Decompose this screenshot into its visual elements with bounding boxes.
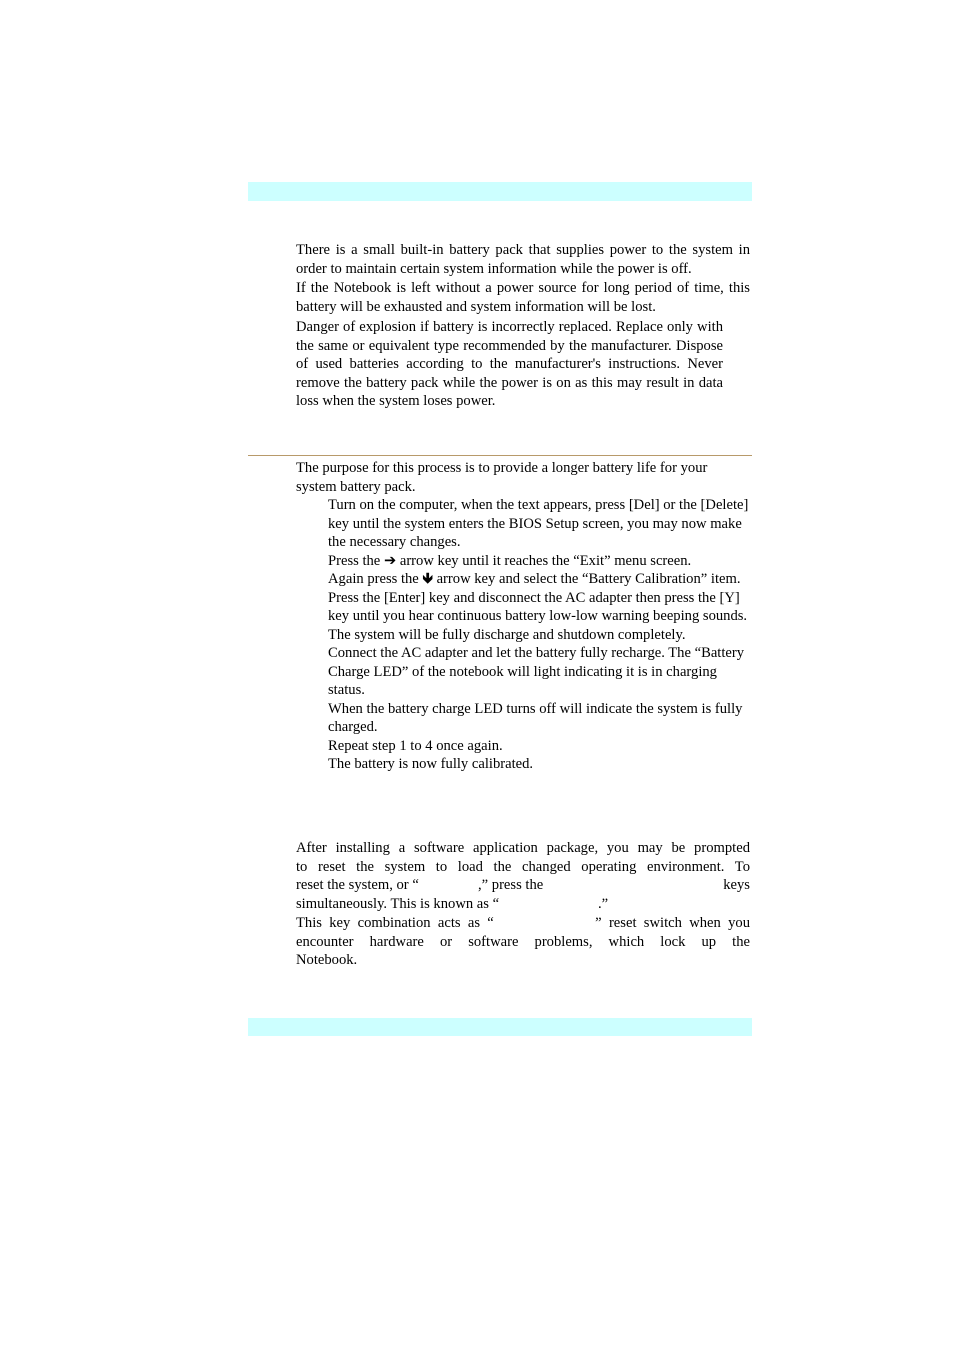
reset-paragraph-2 — [296, 914, 750, 970]
right-arrow-icon: ➔ — [383, 551, 397, 569]
reset-paragraph-1 — [296, 839, 750, 913]
section-divider — [248, 455, 752, 456]
reset-p2-line-1-start: This key combination acts as “ — [296, 915, 494, 931]
battery-paragraph-2: If the Notebook is left without a power source for long period of time, this battery will be exhausted and system information will be lost. — [296, 280, 750, 315]
reset-p1-line-4-start: simultaneously. This is known as “ — [296, 895, 500, 912]
reset-section — [296, 839, 750, 970]
calibration-step-2 — [328, 552, 752, 571]
calibration-steps — [328, 496, 752, 774]
step-2-text-after: arrow key until it reaches the “Exit” menu screen. — [396, 552, 692, 569]
reset-p1-line-1: After installing a software application package, you may be prompted — [296, 840, 750, 856]
reset-p1-line-3 — [296, 876, 750, 895]
calibration-step-8: The battery is now fully calibrated. — [328, 756, 534, 772]
step-3-text-after: arrow key and select the “Battery Calibration” item. — [432, 571, 741, 587]
calibration-step-5: Connect the AC adapter and let the battery fully recharge. The “Battery Charge LED” of the notebook will light indicating it is in charging status. — [328, 645, 745, 698]
battery-warning — [296, 318, 723, 411]
calibration-step-1: Turn on the computer, when the text appears, press [Del] or the [Delete] key until the system enters the BIOS Setup screen, you may now make the necessary changes. — [328, 497, 749, 550]
battery-warning-text: Danger of explosion if battery is incorrectly replaced. Replace only with the same or equivalent type recommended by the manufacturer. Dispose of used batteries according to the manufacturer's instructions. Never remove the battery pack while the power is on as this may result in data loss when the system loses power. — [296, 319, 723, 409]
reset-p1-line-4-end: .” — [598, 895, 609, 912]
reset-p2-line-1 — [296, 914, 750, 933]
reset-p1-line-4 — [296, 895, 750, 914]
battery-section — [296, 241, 750, 316]
reset-p1-line-2: to reset the system to load the changed operating environment. To — [296, 858, 750, 875]
reset-p2-line-1-end: ” reset switch when you — [595, 915, 750, 931]
calibration-step-3 — [328, 570, 752, 589]
step-3-text-before: Again press the — [328, 571, 423, 587]
calibration-intro — [296, 459, 750, 496]
calibration-step-4: Press the [Enter] key and disconnect the AC adapter then press the [Y] key until you hear continuous battery low-low warning beeping sounds. The system will be fully discharge and shutdown completely. — [328, 589, 748, 643]
header-band — [248, 182, 752, 201]
reset-p2-line-2: encounter hardware or software problems, which lock up the — [296, 933, 750, 950]
calibration-intro-text: The purpose for this process is to provide a longer battery life for your system battery pack. — [296, 460, 708, 495]
reset-p1-line-3-end: keys — [723, 877, 750, 893]
step-2-text-before: Press the — [328, 552, 384, 569]
calibration-step-7: Repeat step 1 to 4 once again. — [328, 737, 503, 754]
footer-band — [248, 1018, 752, 1036]
reset-p1-line-3-mid: ,” press the — [478, 877, 544, 893]
down-arrow-icon: 🡻 — [422, 570, 433, 587]
reset-p2-line-3: Notebook. — [296, 952, 358, 968]
calibration-step-6: When the battery charge LED turns off will indicate the system is fully charged. — [328, 700, 743, 735]
battery-paragraph-1: There is a small built-in battery pack that supplies power to the system in order to maintain certain system information while the power is off. — [296, 242, 750, 277]
reset-p1-line-3-start: reset the system, or “ — [296, 877, 419, 893]
